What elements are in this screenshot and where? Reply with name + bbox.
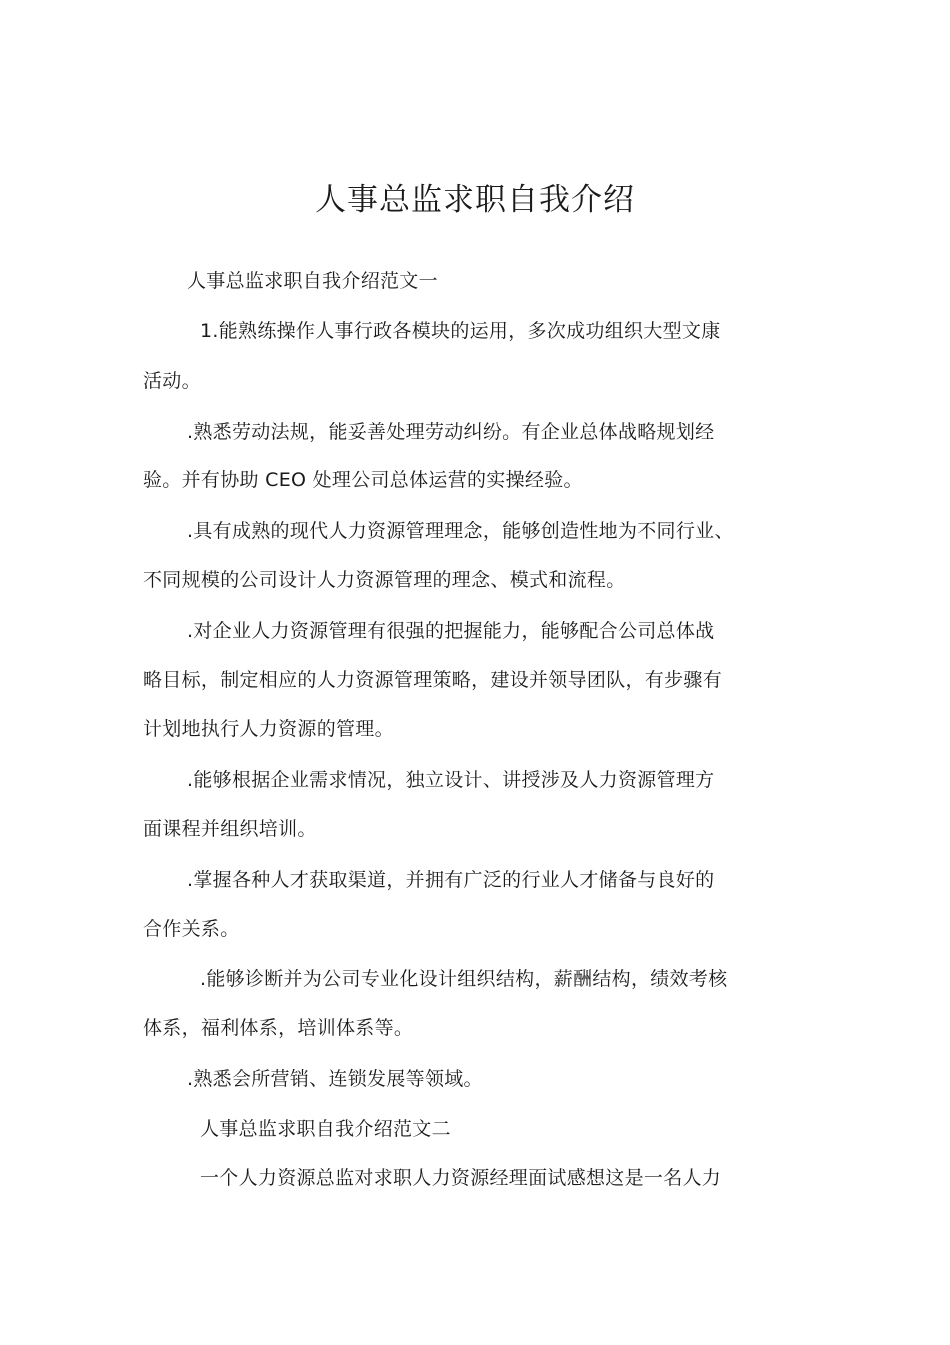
paragraph-line: 1.能熟练操作人事行政各模块的运用，多次成功组织大型文康 (200, 320, 721, 342)
paragraph-line: .能够根据企业需求情况，独立设计、讲授涉及人力资源管理方 (187, 769, 715, 791)
paragraph-line: 面课程并组织培训。 (143, 818, 317, 840)
paragraph-line: .熟悉劳动法规，能妥善处理劳动纠纷。有企业总体战略规划经 (187, 421, 715, 443)
paragraph-line: .具有成熟的现代人力资源管理理念，能够创造性地为不同行业、 (187, 520, 734, 542)
paragraph-line: .熟悉会所营销、连锁发展等领域。 (187, 1068, 483, 1090)
paragraph-line: .掌握各种人才获取渠道，并拥有广泛的行业人才储备与良好的 (187, 869, 715, 891)
paragraph-line: 合作关系。 (143, 918, 240, 940)
section-heading-2: 人事总监求职自我介绍范文二 (200, 1118, 451, 1140)
paragraph-line: 计划地执行人力资源的管理。 (143, 718, 394, 740)
paragraph-line: 活动。 (143, 370, 201, 392)
paragraph-line: .能够诊断并为公司专业化设计组织结构，薪酬结构，绩效考核 (200, 968, 728, 990)
paragraph-line: .对企业人力资源管理有很强的把握能力，能够配合公司总体战 (187, 620, 715, 642)
paragraph-line: 略目标，制定相应的人力资源管理策略，建设并领导团队，有步骤有 (143, 669, 723, 691)
paragraph-line: 不同规模的公司设计人力资源管理的理念、模式和流程。 (143, 569, 626, 591)
paragraph-line: 验。并有协助 CEO 处理公司总体运营的实操经验。 (143, 469, 583, 491)
paragraph-line: 一个人力资源总监对求职人力资源经理面试感想这是一名人力 (200, 1167, 722, 1189)
section-heading-1: 人事总监求职自我介绍范文一 (187, 270, 438, 292)
document-title: 人事总监求职自我介绍 (315, 182, 635, 218)
paragraph-line: 体系，福利体系，培训体系等。 (143, 1017, 414, 1039)
